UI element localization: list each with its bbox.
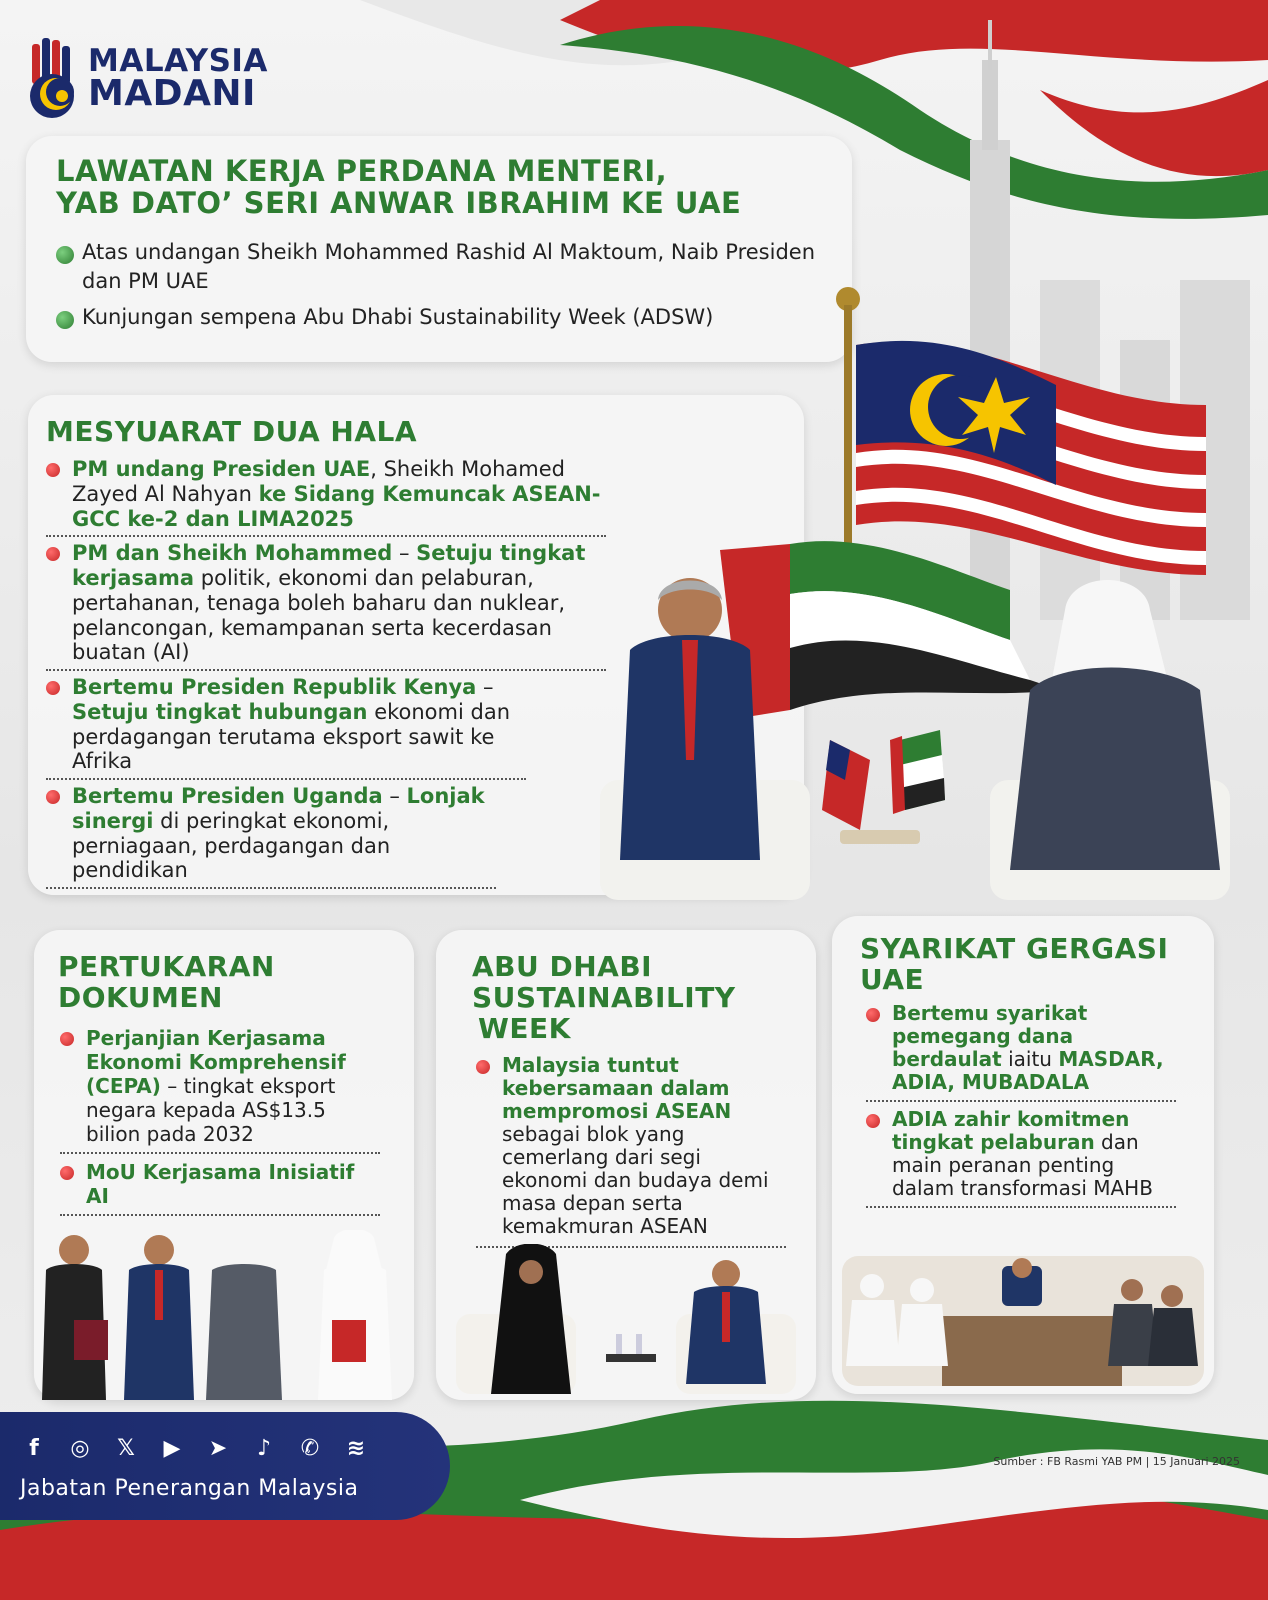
bilateral-item: PM dan Sheikh Mohammed – Setuju tingkat kerjasama politik, ekonomi dan pelaburan, pertahanan, tenaga boleh baharu dan nuklear, pelancongan, kemampanan serta kecerdasan buatan (AI)	[46, 541, 606, 671]
youtube-icon[interactable]: ▶	[163, 1435, 181, 1461]
bilateral-title: MESYUARAT DUA HALA	[46, 415, 418, 448]
adsw-title-line2: SUSTAINABILITY	[472, 980, 736, 1014]
source-credit: Sumber : FB Rasmi YAB PM | 15 Januari 2025	[993, 1455, 1240, 1468]
documents-title-line1: PERTUKARAN	[58, 950, 275, 983]
companies-item: ADIA zahir komitmen tingkat pelaburan dan main peranan penting dalam transformasi MAHB	[866, 1108, 1176, 1208]
documents-title-line2: DOKUMEN	[58, 980, 223, 1014]
companies-title-line1: SYARIKAT GERGASI	[860, 932, 1169, 965]
header-bullet: Kunjungan sempena Abu Dhabi Sustainability Week (ADSW)	[56, 303, 836, 332]
spotify-icon[interactable]: ≋	[346, 1435, 366, 1461]
header-bullet: Atas undangan Sheikh Mohammed Rashid Al Maktoum, Naib Presiden dan PM UAE	[56, 238, 836, 297]
companies-title-line2: UAE	[860, 962, 925, 996]
adsw-item: Malaysia tuntut kebersamaan dalam mempromosi ASEAN sebagai blok yang cemerlang dari segi ekonomi dan budaya demi masa depan serta kemakmuran ASEAN	[476, 1054, 786, 1248]
meeting-photo	[590, 530, 1240, 900]
adsw-title-line1: ABU DHABI	[472, 950, 653, 983]
companies-card	[832, 916, 1214, 1394]
malaysia-madani-logo	[28, 38, 268, 120]
documents-card	[34, 930, 414, 1400]
adsw-card	[436, 930, 816, 1400]
social-links	[18, 1432, 372, 1464]
instagram-icon[interactable]: ◎	[70, 1435, 90, 1461]
document-exchange-photo	[34, 1230, 414, 1400]
x-icon[interactable]: 𝕏	[117, 1435, 135, 1461]
adsw-panel-photo	[446, 1244, 806, 1394]
madani-emblem-icon	[28, 38, 80, 120]
header-title-line2: YAB DATO’ SERI ANWAR IBRAHIM KE UAE	[56, 185, 742, 220]
bilateral-item: PM undang Presiden UAE, Sheikh Mohamed Zayed Al Nahyan ke Sidang Kemuncak ASEAN-GCC ke-2 dan LIMA2025	[46, 457, 606, 537]
bilateral-item: Bertemu Presiden Republik Kenya – Setuju tingkat hubungan ekonomi dan perdagangan terutama eksport sawit ke Afrika	[46, 675, 526, 780]
header-title-line1: LAWATAN KERJA PERDANA MENTERI,	[56, 154, 668, 188]
tiktok-icon[interactable]: ♪	[256, 1435, 272, 1461]
logo-line2: MADANI	[88, 72, 256, 114]
footer-bar	[0, 1412, 450, 1520]
facebook-icon[interactable]: f	[29, 1435, 39, 1461]
bilateral-item: Bertemu Presiden Uganda – Lonjak sinergi di peringkat ekonomi, perniagaan, perdagangan dan pendidikan	[46, 784, 496, 889]
adsw-title-line3: WEEK	[478, 1011, 571, 1045]
documents-item: Perjanjian Kerjasama Ekonomi Komprehensif (CEPA) – tingkat eksport negara kepada AS$13.5 bilion pada 2032	[60, 1026, 380, 1154]
whatsapp-icon[interactable]: ✆	[300, 1435, 320, 1461]
agency-name: Jabatan Penerangan Malaysia	[20, 1476, 359, 1501]
logo-line1: MALAYSIA	[88, 43, 268, 80]
telegram-icon[interactable]: ➤	[208, 1435, 228, 1461]
header-card	[26, 136, 852, 362]
companies-meeting-photo	[842, 1256, 1204, 1386]
companies-item: Bertemu syarikat pemegang dana berdaulat iaitu MASDAR, ADIA, MUBADALA	[866, 1002, 1176, 1102]
documents-item: MoU Kerjasama Inisiatif AI	[60, 1160, 380, 1216]
